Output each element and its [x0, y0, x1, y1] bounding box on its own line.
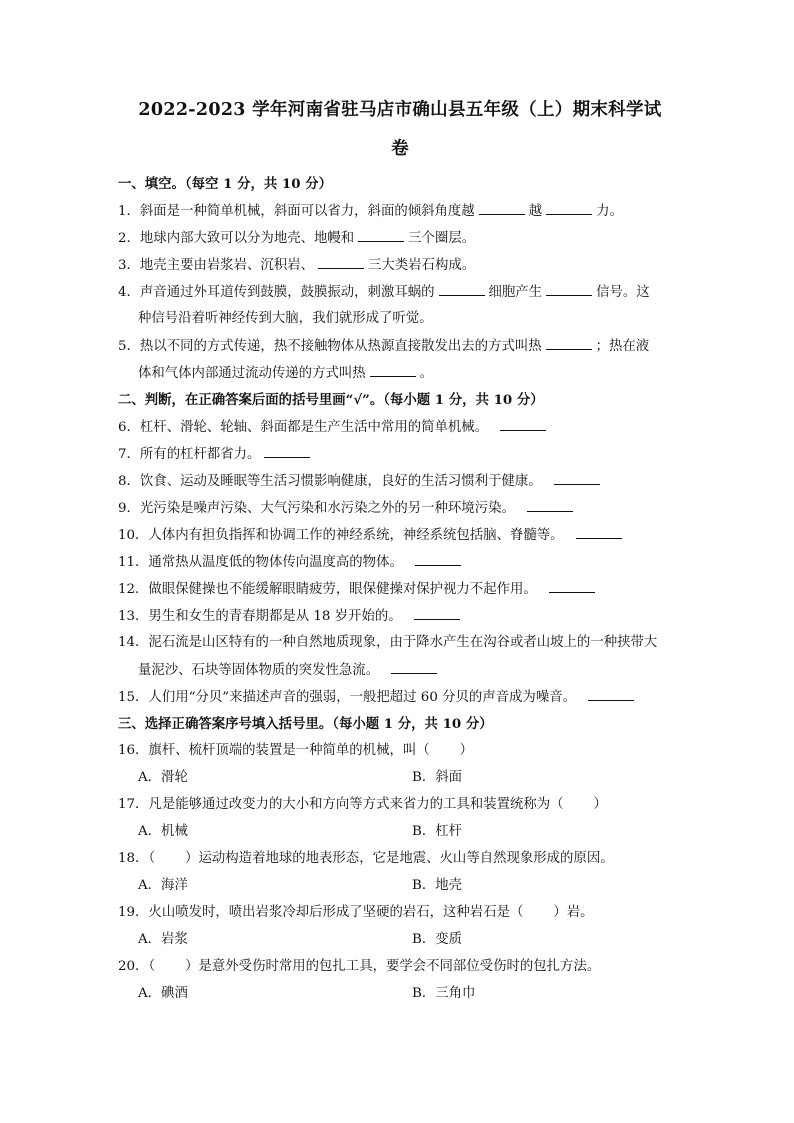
option-16-b[interactable]: B．斜面: [412, 770, 463, 785]
option-20-a[interactable]: A．碘酒: [138, 986, 188, 1001]
answer-blank[interactable]: [546, 337, 592, 350]
answer-blank[interactable]: [546, 283, 592, 296]
question-19: 19．火山喷发时，喷出岩浆冷却后形成了坚硬的岩石，这种岩石是（ ）岩。: [118, 905, 594, 920]
option-18-b[interactable]: B．地壳: [412, 878, 463, 893]
question-9: 9．光污染是噪声污染、大气污染和水污染之外的另一种环境污染。: [118, 499, 577, 518]
question-3: 3．地壳主要由岩浆岩、沉积岩、 三大类岩石构成。: [118, 258, 476, 273]
answer-blank[interactable]: [391, 661, 437, 674]
answer-blank[interactable]: [414, 607, 460, 620]
question-4: 4．声音通过外耳道传到鼓膜，鼓膜振动，刺激耳蜗的 细胞产生 信号。这: [118, 285, 650, 300]
answer-blank[interactable]: [415, 553, 461, 566]
option-18-a[interactable]: A．海洋: [138, 878, 188, 893]
answer-blank[interactable]: [264, 445, 310, 458]
answer-blank[interactable]: [479, 202, 525, 215]
question-2: 2．地球内部大致可以分为地壳、地幔和 三个圈层。: [118, 231, 476, 246]
question-18: 18．（ ）运动构造着地球的地表形态，它是地震、火山等自然现象形成的原因。: [118, 851, 614, 866]
question-4-continued: 种信号沿着听神经传到大脑，我们就形成了听觉。: [138, 311, 433, 326]
question-14-continued: 量泥沙、石块等固体物质的突发性急流。: [138, 661, 441, 680]
answer-blank[interactable]: [527, 499, 573, 512]
section-heading-multiple-choice: 三、选择正确答案序号填入括号里。（每小题 1 分，共 10 分）: [118, 716, 493, 732]
answer-blank[interactable]: [549, 580, 595, 593]
question-6: 6．杠杆、滑轮、轮轴、斜面都是生产生活中常用的简单机械。: [118, 418, 550, 437]
question-1: 1．斜面是一种简单机械，斜面可以省力，斜面的倾斜角度越 越 力。: [118, 204, 623, 219]
section-heading-fill-blank: 一、填空。（每空 1 分，共 10 分）: [118, 176, 332, 192]
question-17: 17．凡是能够通过改变力的大小和方向等方式来省力的工具和装置统称为（ ）: [118, 797, 607, 812]
question-13: 13．男生和女生的青春期都是从 18 岁开始的。: [118, 607, 464, 626]
option-16-a[interactable]: A．滑轮: [138, 770, 188, 785]
question-10: 10．人体内有担负指挥和协调工作的神经系统，神经系统包括脑、脊髓等。: [118, 526, 626, 545]
option-17-b[interactable]: B．杠杆: [412, 824, 463, 839]
question-20: 20．（ ）是意外受伤时常用的包扎工具，要学会不同部位受伤时的包扎方法。: [118, 959, 601, 974]
answer-blank[interactable]: [439, 283, 485, 296]
question-8: 8．饮食、运动及睡眠等生活习惯影响健康，良好的生活习惯利于健康。: [118, 472, 604, 491]
answer-blank[interactable]: [500, 418, 546, 431]
option-20-b[interactable]: B．三角巾: [412, 986, 476, 1001]
option-19-b[interactable]: B．变质: [412, 932, 463, 947]
page-title-line-2: 卷: [391, 139, 409, 159]
question-12: 12．做眼保健操也不能缓解眼睛疲劳，眼保健操对保护视力不起作用。: [118, 580, 599, 599]
question-16: 16．旗杆、梳杆顶端的装置是一种简单的机械，叫（ ）: [118, 743, 474, 758]
answer-blank[interactable]: [546, 202, 592, 215]
page-title-line-1: 2022-2023 学年河南省驻马店市确山县五年级（上）期末科学试: [138, 100, 662, 120]
answer-blank[interactable]: [358, 229, 404, 242]
option-19-a[interactable]: A．岩浆: [138, 932, 188, 947]
answer-blank[interactable]: [576, 526, 622, 539]
question-7: 7．所有的杠杆都省力。: [118, 445, 314, 464]
answer-blank[interactable]: [370, 364, 416, 377]
section-heading-true-false: 二、判断，在正确答案后面的括号里画“√”。（每小题 1 分，共 10 分）: [118, 392, 544, 408]
answer-blank[interactable]: [588, 688, 634, 701]
question-11: 11．通常热从温度低的物体传向温度高的物体。: [118, 553, 465, 572]
option-17-a[interactable]: A．机械: [138, 824, 188, 839]
answer-blank[interactable]: [554, 472, 600, 485]
answer-blank[interactable]: [318, 256, 364, 269]
question-15: 15．人们用“分贝”来描述声音的强弱，一般把超过 60 分贝的声音成为噪音。: [118, 688, 638, 707]
question-5: 5．热以不同的方式传递，热不接触物体从热源直接散发出去的方式叫热 ；热在液: [118, 339, 650, 354]
question-14: 14．泥石流是山区特有的一种自然地质现象，由于降水产生在沟谷或者山坡上的一种挟带大: [118, 635, 658, 650]
question-5-continued: 体和气体内部通过流动传递的方式叫热 。: [138, 366, 434, 381]
